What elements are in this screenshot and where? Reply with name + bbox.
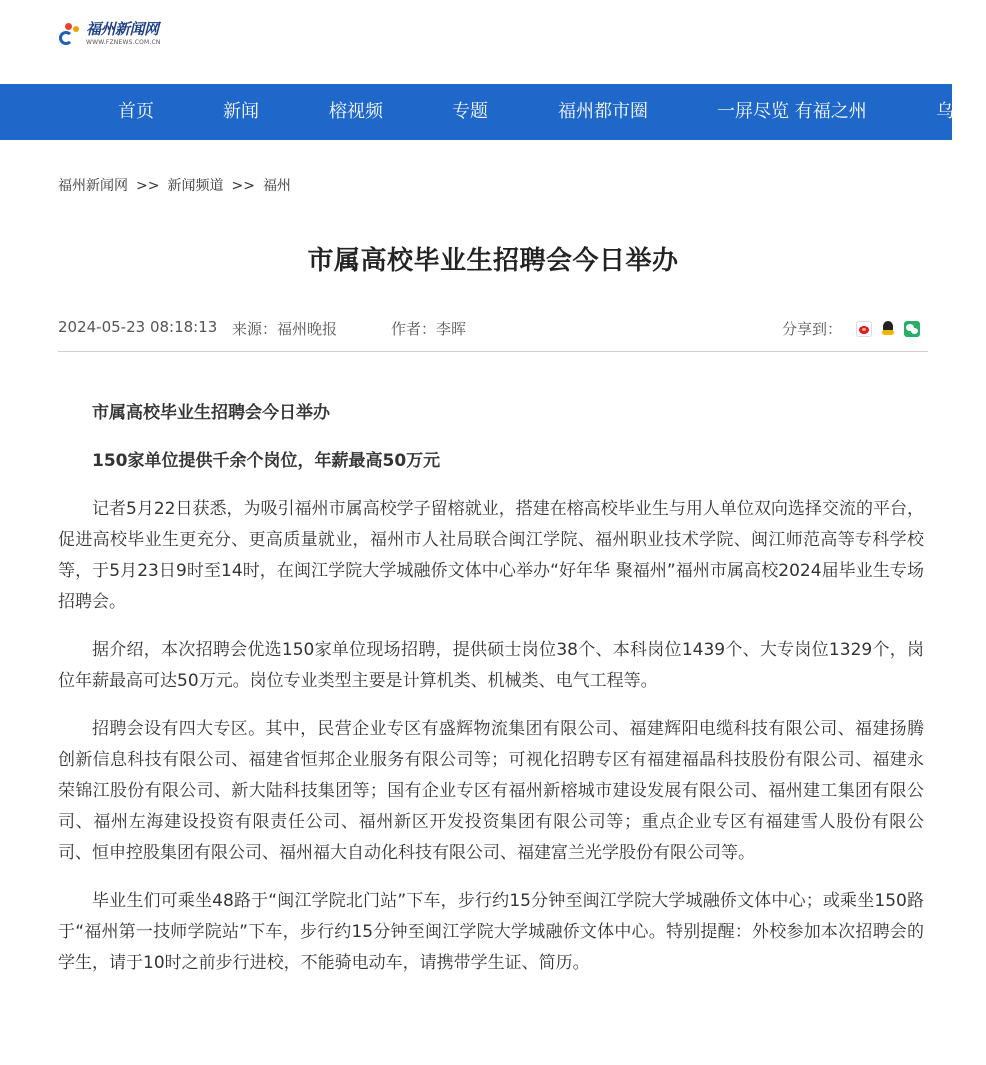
article-paragraph: 毕业生们可乘坐48路于“闽江学院北门站”下车，步行约15分钟至闽江学院大学城融侨文体中心；或乘坐150路于“福州第一技师学院站”下车，步行约15分钟至闽江学院大学城融侨文体中心。特别提醒：外校参加本次招聘会的学生，请于10时之前步行进校，不能骑电动车，请携带学生证、简历。	[58, 891, 924, 973]
breadcrumb-separator: >>	[136, 178, 160, 194]
logo-text: 福州新闻网	[86, 20, 159, 38]
weibo-icon[interactable]	[856, 321, 872, 337]
logo-url: WWW.FZNEWS.COM.CN	[86, 39, 161, 46]
breadcrumb	[58, 175, 291, 195]
breadcrumb-city[interactable]: 福州	[262, 178, 291, 194]
article-paragraph: 记者5月22日获悉，为吸引福州市属高校学子留榕就业，搭建在榕高校毕业生与用人单位双向选择交流的平台，促进高校毕业生更充分、更高质量就业，福州市人社局联合闽江学院、福州职业技术学院、闽江师范高等专科学校等，于5月23日9时至14时，在闽江学院大学城融侨文体中心举办“好年华 聚福州”福州市属高校2024届毕业生专场招聘会。	[58, 499, 924, 612]
article-subtitle: 市属高校毕业生招聘会今日举办	[92, 403, 330, 423]
article-paragraph: 招聘会设有四大专区。其中，民营企业专区有盛辉物流集团有限公司、福建辉阳电缆科技有限公司、福建扬腾创新信息科技有限公司、福建省恒邦企业服务有限公司等；可视化招聘专区有福建福晶科技股份有限公司、福建永荣锦江股份有限公司、新大陆科技集团等；国有企业专区有福州新榕城市建设发展有限公司、福州建工集团有限公司、福州左海建设投资有限责任公司、福州新区开发投资集团有限公司等；重点企业专区有福建雪人股份有限公司、恒申控股集团有限公司、福州福大自动化科技有限公司、福建富兰光学股份有限公司等。	[58, 719, 924, 863]
article-source: 来源：福州晚报	[232, 320, 338, 338]
wechat-icon[interactable]	[904, 321, 920, 337]
site-header	[0, 0, 952, 84]
share-bar	[782, 318, 920, 339]
article-paragraph: 据介绍，本次招聘会优选150家单位现场招聘，提供硕士岗位38个、本科岗位1439个、大专岗位1329个，岗位年薪最高可达50万元。岗位专业类型主要是计算机类、机械类、电气工程等。	[58, 640, 924, 691]
article-author: 作者：李晖	[391, 320, 467, 338]
meta-divider	[58, 351, 928, 352]
share-label: 分享到：	[781, 320, 842, 338]
nav-item-news[interactable]: 新闻	[223, 101, 259, 122]
nav-item-metro-circle[interactable]: 福州都市圈	[558, 101, 648, 122]
site-logo[interactable]	[58, 22, 161, 46]
logo-mark-icon	[58, 22, 84, 46]
publish-date: 2024-05-23 08:18:13	[58, 318, 218, 336]
nav-item-overflow[interactable]: 乌	[936, 101, 954, 122]
qq-icon[interactable]	[880, 321, 896, 337]
breadcrumb-separator: >>	[231, 178, 255, 194]
breadcrumb-home[interactable]: 福州新闻网	[58, 178, 128, 194]
article-meta	[58, 318, 928, 340]
breadcrumb-channel[interactable]: 新闻频道	[167, 178, 224, 194]
nav-item-video[interactable]: 榕视频	[329, 101, 383, 122]
nav-item-home[interactable]: 首页	[118, 101, 154, 122]
article-body	[58, 398, 924, 996]
nav-item-topics[interactable]: 专题	[452, 101, 488, 122]
main-nav	[0, 84, 952, 140]
article-title: 市属高校毕业生招聘会今日举办	[307, 246, 679, 276]
article-subtitle: 150家单位提供千余个岗位，年薪最高50万元	[92, 451, 441, 471]
nav-item-panorama[interactable]: 一屏尽览 有福之州	[717, 101, 867, 122]
